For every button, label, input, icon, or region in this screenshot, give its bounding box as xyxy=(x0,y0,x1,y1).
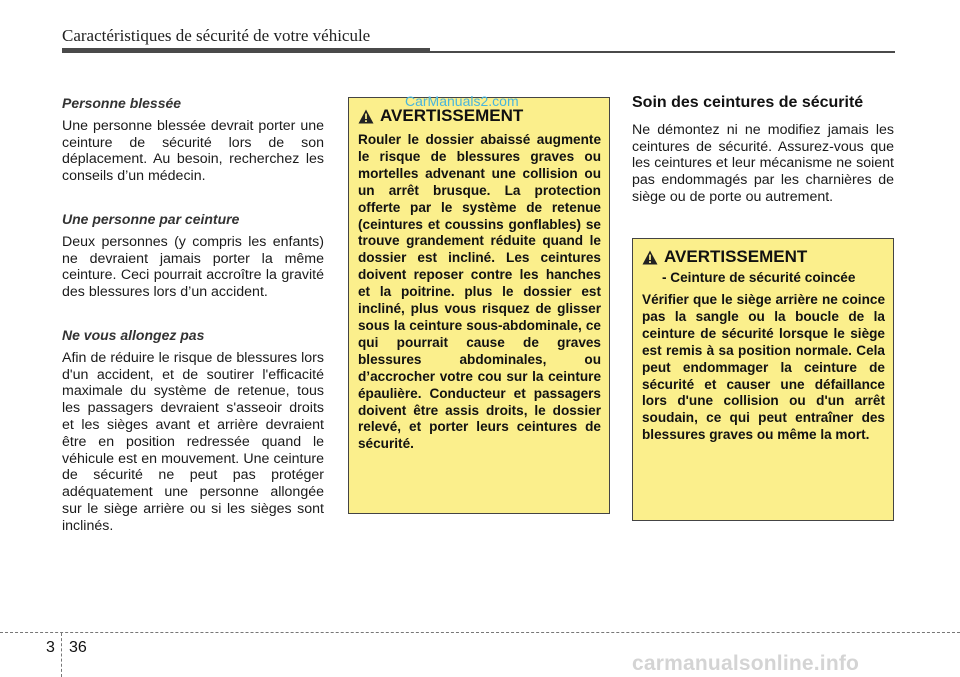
footer-divider xyxy=(61,633,62,677)
right-column xyxy=(632,95,894,232)
subhead-ne-vous-allongez-pas: Ne vous allongez pas xyxy=(62,326,205,343)
left-column xyxy=(62,95,324,561)
warning-triangle-icon xyxy=(358,109,374,124)
para-ne-vous-allongez-pas: Afin de réduire le risque de blessures lors d'un accident, et de soutirer l'efficacité maximale du système de retenue, tous les passagers devraient s'asseoir droits et les sièges avant et arrière devraient être en position redressée quand le véhicule est en mouvement. Une ceinture de sécurité ne peut pas protéger adéquatement une personne allongée sur le siège arrière ou si les sièges sont inclinés. xyxy=(62,349,324,534)
warning-box-dossier xyxy=(348,97,610,514)
para-une-personne-par-ceinture: Deux personnes (y compris les enfants) ne devraient jamais porter la même ceinture. Ceci pourrait accroître la gravité des blessures lors d’un accident. xyxy=(62,233,324,301)
subhead-une-personne-par-ceinture: Une personne par ceinture xyxy=(62,210,240,227)
footer-rule xyxy=(0,632,960,633)
warning-header xyxy=(358,106,601,126)
header-rule-thick xyxy=(62,48,430,53)
para-personne-blessee: Une personne blessée devrait porter une ceinture de sécurité lors de son déplacement. Au besoin, recherchez les conseils d’un médecin. xyxy=(62,117,324,185)
subhead-personne-blessee: Personne blessée xyxy=(62,95,182,111)
warning-box-ceinture-coincee xyxy=(632,238,894,521)
section-title-soin: Soin des ceintures de sécurité xyxy=(632,94,864,111)
page-header-title: Caractéristiques de sécurité de votre véhicule xyxy=(62,26,371,45)
page-number: 36 xyxy=(69,639,87,656)
warning-text: Rouler le dossier abaissé augmente le risque de blessures graves ou mortelles advenant une collision ou un arrêt brusque. La protection offerte par le système de retenue (ceintures et coussins gonflables) se trouve grandement réduite quand le dossier est incliné. Les ceintures doivent reposer contre les hanches et la poitrine. plus le dossier est incliné, plus vous risquez de glisser sous la ceinture sous-abdominale, ce qui pourrait cause de graves blessures abdominales, ou d’accrocher votre cou sur la ceinture épaulière. Conducteur et passagers doivent être assis droits, le dossier relevé, et porter leurs ceintures de sécurité. xyxy=(358,132,601,452)
chapter-number: 3 xyxy=(46,639,55,656)
warning-title: AVERTISSEMENT xyxy=(664,247,808,266)
warning-title: AVERTISSEMENT xyxy=(380,106,524,125)
watermark-text: CarManuals2.com xyxy=(405,93,519,109)
warning-subtitle: - Ceinture de sécurité coincée xyxy=(662,270,856,285)
header-rule-thin xyxy=(430,51,895,53)
warning-triangle-icon xyxy=(642,250,658,265)
warning-header xyxy=(642,247,885,267)
site-watermark: carmanualsonline.info xyxy=(632,652,860,675)
para-soin: Ne démontez ni ne modifiez jamais les ceintures de sécurité. Assurez-vous que les ceintures et leur mécanisme ne soient pas endommagés par les charnières de siège ou de porte ou autrement. xyxy=(632,121,894,205)
warning-text: Vérifier que le siège arrière ne coince pas la sangle ou la boucle de la ceinture de sécurité lorsque le siège est remis à sa position normale. Cela peut endommager la ceinture de sécurité et causer une défaillance lors d'une collision ou d'un arrêt soudain, ce qui peut entraîner des blessures graves ou même la mort. xyxy=(642,292,885,443)
